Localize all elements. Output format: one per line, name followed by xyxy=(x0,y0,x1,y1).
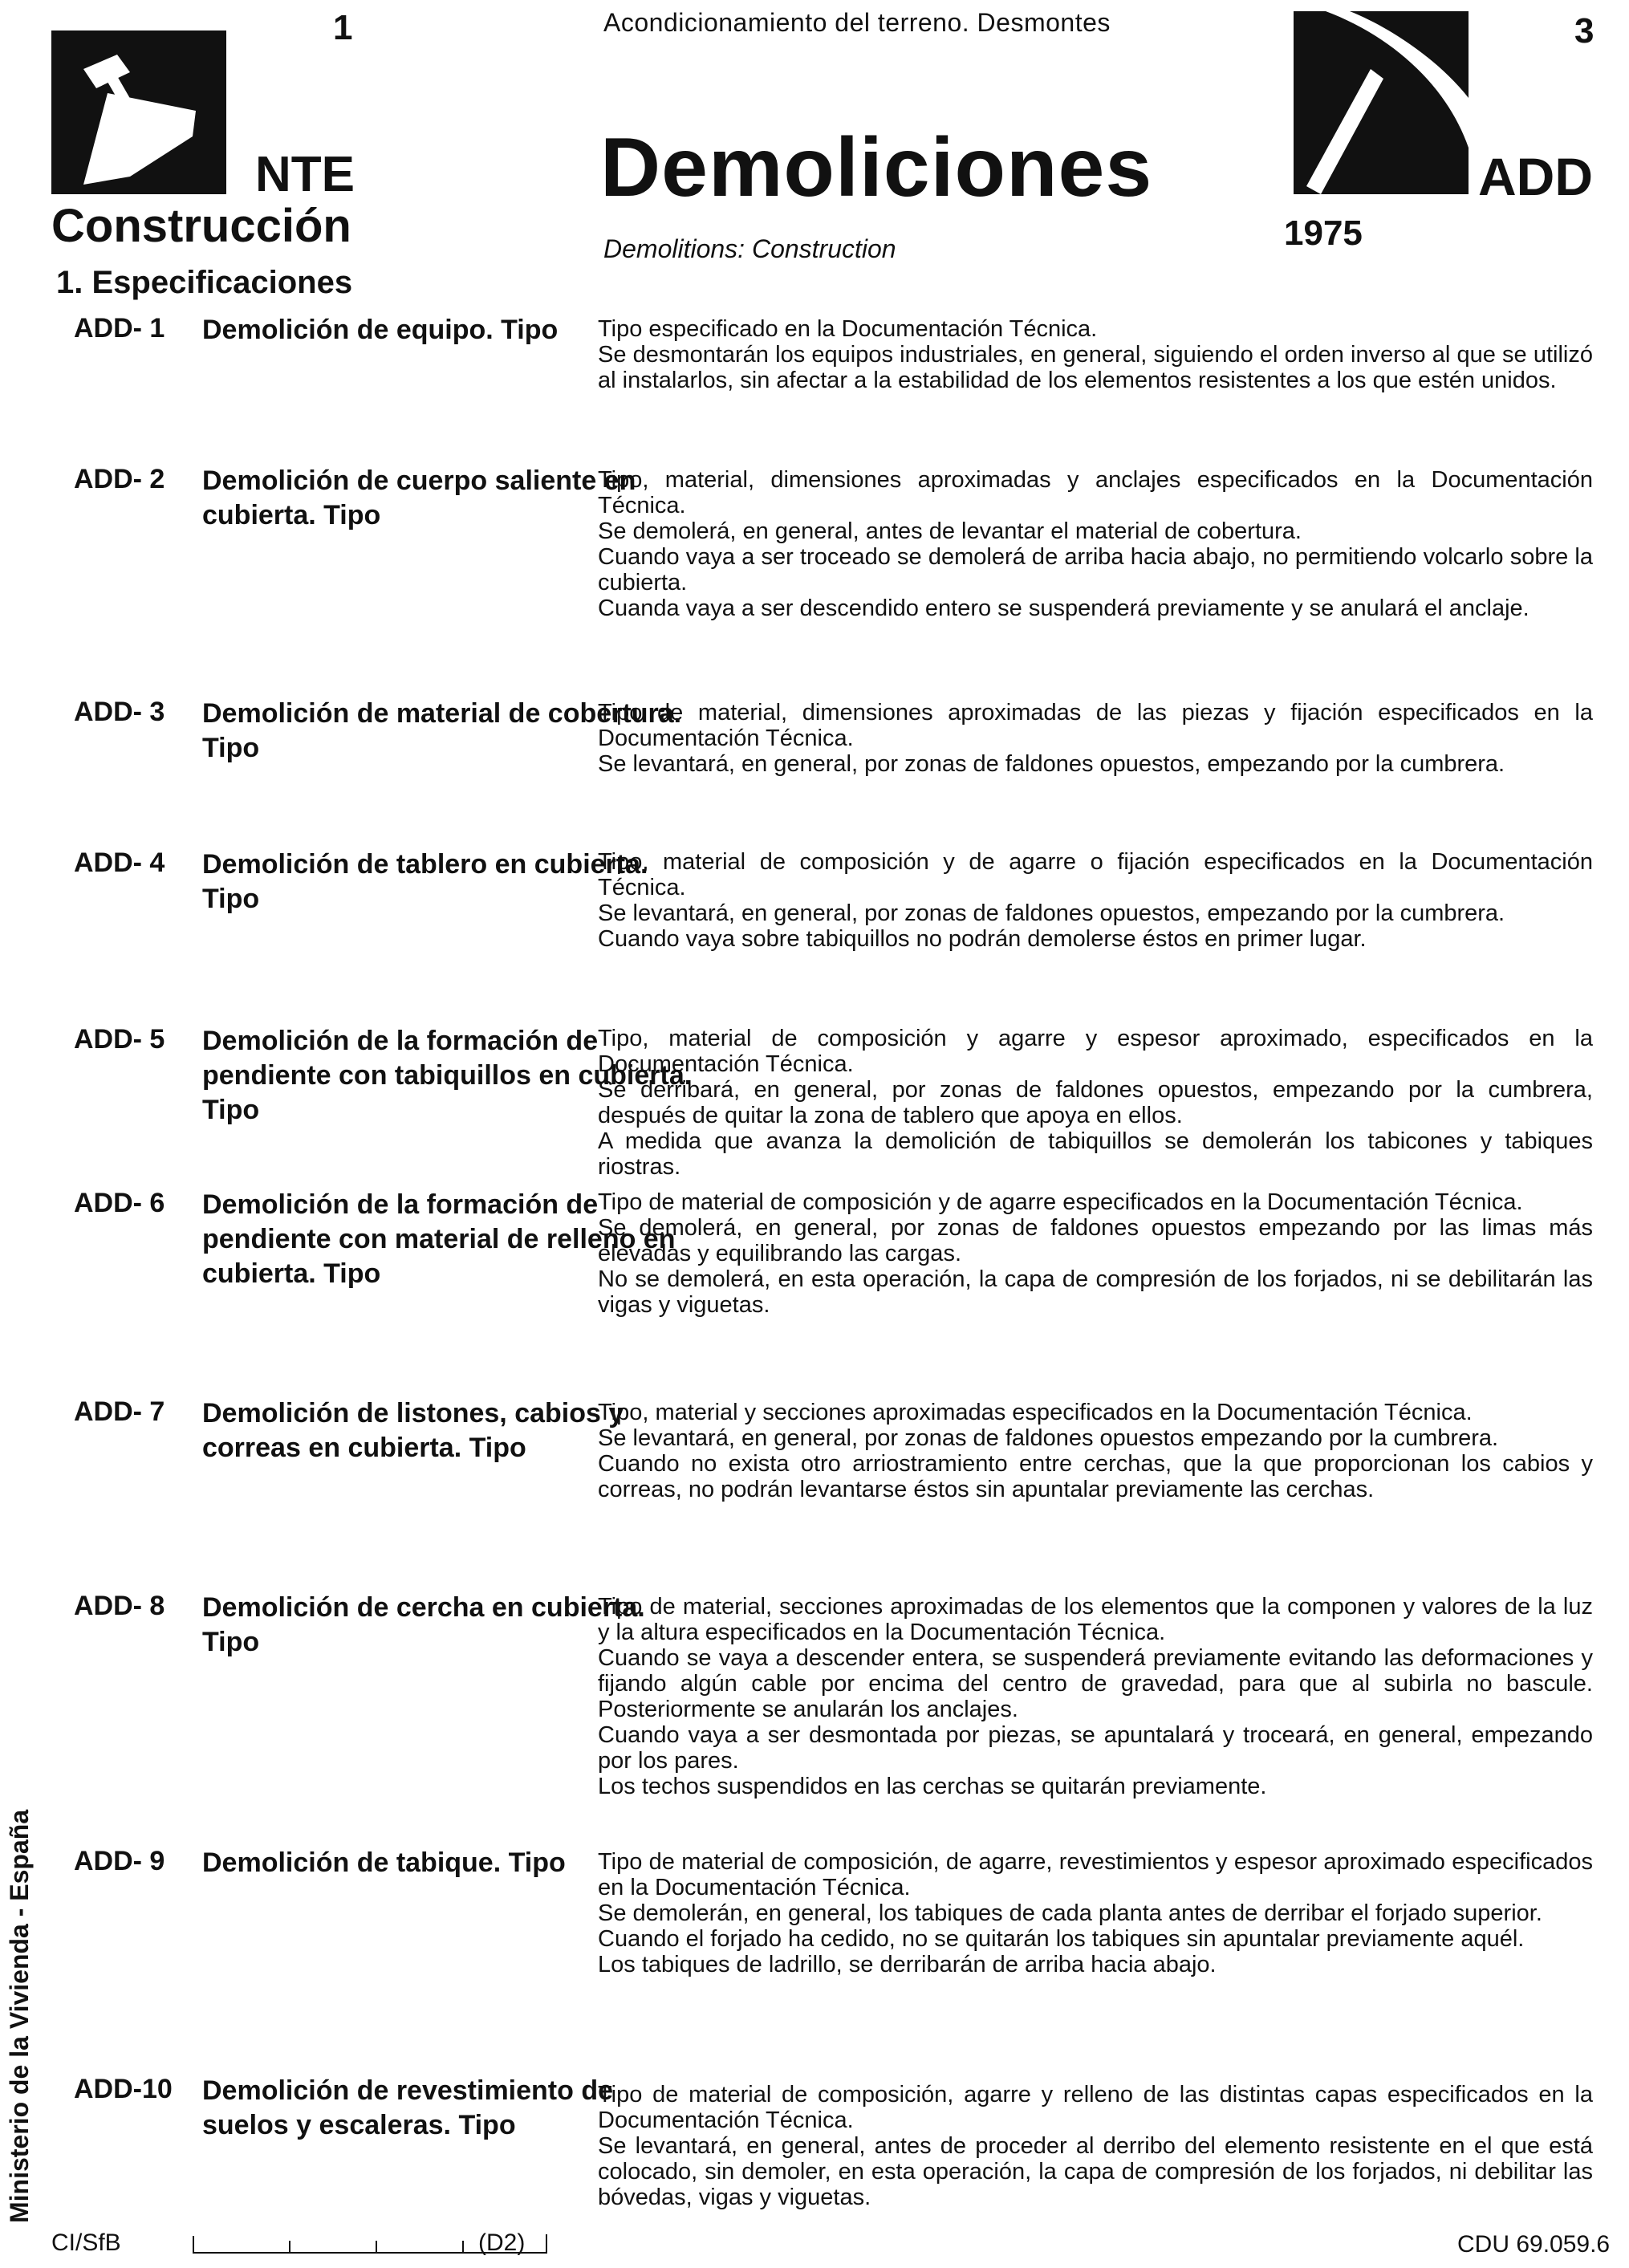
spec-line: Se levantará, en general, por zonas de faldones opuestos, empezando por la cumbrera. xyxy=(598,751,1505,777)
spec-name: Demolición de listones, cabios y correas en cubierta. Tipo xyxy=(202,1398,624,1463)
section-title: 1. Especificaciones xyxy=(56,265,353,300)
cdu-label: CDU 69.059.6 xyxy=(1457,2231,1611,2258)
trowel-icon xyxy=(51,30,226,194)
spec-line: Tipo de material de composición, agarre y relleno de las distintas capas especificados en la Documentación Técnica. xyxy=(598,2082,1593,2133)
spec-description xyxy=(598,467,1593,621)
spec-line: Se demolerá, en general, por zonas de faldones opuestos empezando por las limas más elevadas y equilibrando las cargas. xyxy=(598,1215,1593,1266)
spec-code: ADD- 5 xyxy=(74,1024,165,1055)
spec-code: ADD- 7 xyxy=(74,1396,165,1427)
series-title: Acondicionamiento del terreno. Desmontes xyxy=(603,8,1111,37)
spec-description xyxy=(598,2082,1593,2210)
pickaxe-logo xyxy=(1294,11,1469,194)
spec-code: ADD- 8 xyxy=(74,1591,165,1621)
spec-name: Demolición de equipo. Tipo xyxy=(202,315,559,345)
code-label: ADD xyxy=(1478,147,1593,206)
spec-line: No se demolerá, en esta operación, la capa de compresión de los forjados, ni se debilitarán las vigas y viguetas. xyxy=(598,1266,1593,1318)
spec-line: Cuando vaya sobre tabiquillos no podrán demolerse éstos en primer lugar. xyxy=(598,926,1367,952)
spec-line: Se demolerán, en general, los tabiques de cada planta antes de derribar el forjado superior. xyxy=(598,1900,1542,1926)
spec-line: Cuanda vaya a ser descendido entero se suspenderá previamente y se anulará el anclaje. xyxy=(598,595,1529,621)
page-title: Demoliciones xyxy=(600,121,1153,214)
ministry-label: Ministerio de la Vivienda - España xyxy=(5,1809,34,2223)
spec-line: Se levantará, en general, por zonas de faldones opuestos empezando por la cumbrera. xyxy=(598,1425,1499,1451)
spec-line: Tipo de material, secciones aproximadas de los elementos que la componen y valores de la luz y la altura especificados en la Documentación Técnica. xyxy=(598,1594,1593,1645)
spec-name: Demolición de la formación de pendiente con material de relleno en cubierta. Tipo xyxy=(202,1189,676,1289)
spec-name: Demolición de material de cobertura. Tipo xyxy=(202,698,682,763)
year-label: 1975 xyxy=(1284,213,1363,253)
spec-code: ADD- 3 xyxy=(74,697,165,727)
pickaxe-icon xyxy=(1294,11,1469,194)
spec-code: ADD- 1 xyxy=(74,313,165,343)
spec-line: Cuando se vaya a descender entera, se suspenderá previamente evitando las deformaciones y fijando algún cable por encima del centro de gravedad, para que al subirla no bascule. Posteriormente se anularán los anclajes. xyxy=(598,1645,1593,1722)
spec-code: ADD-10 xyxy=(74,2074,173,2104)
spec-line: Cuando el forjado ha cedido, no se quitarán los tabiques sin apuntalar previamente aquél. xyxy=(598,1926,1525,1952)
spec-name: Demolición de revestimiento de suelos y escaleras. Tipo xyxy=(202,2075,614,2140)
spec-description xyxy=(598,1849,1593,1977)
spec-line: Se derribará, en general, por zonas de faldones opuestos, empezando por la cumbrera, después de quitar la zona de tablero que apoya en ellos. xyxy=(598,1077,1593,1128)
spec-line: Se levantará, en general, por zonas de faldones opuestos, empezando por la cumbrera. xyxy=(598,900,1505,926)
spec-line: Tipo, material de composición y de agarre o fijación especificados en la Documentación Técnica. xyxy=(598,849,1593,900)
spec-name: Demolición de tabique. Tipo xyxy=(202,1847,566,1878)
d2-label: (D2) xyxy=(478,2229,526,2256)
spec-line: Tipo, material, dimensiones aproximadas y anclajes especificados en la Documentación Técnica. xyxy=(598,467,1593,518)
spec-line: Los tabiques de ladrillo, se derribarán de arriba hacia abajo. xyxy=(598,1952,1217,1977)
construccion-label: Construcción xyxy=(51,200,351,252)
spec-name: Demolición de tablero en cubierta. Tipo xyxy=(202,849,648,914)
spec-code: ADD- 2 xyxy=(74,464,165,494)
spec-code: ADD- 9 xyxy=(74,1846,165,1876)
spec-code: ADD- 6 xyxy=(74,1188,165,1218)
page-number-right: 3 xyxy=(1574,11,1594,51)
spec-line: A medida que avanza la demolición de tabiquillos se demolerán los tabicones y tabiques riostras. xyxy=(598,1128,1593,1180)
spec-line: Tipo, material de composición y agarre y espesor aproximado, especificados en la Documentación Técnica. xyxy=(598,1026,1593,1077)
spec-description xyxy=(598,1594,1593,1799)
spec-line: Cuando no exista otro arriostramiento entre cerchas, que la que proporcionan los cabios y correas, no podrán levantarse éstos sin apuntalar previamente las cerchas. xyxy=(598,1451,1593,1502)
spec-line: Se desmontarán los equipos industriales, en general, siguiendo el orden inverso al que se utilizó al instalarlos, sin afectar a la estabilidad de los elementos resistentes a los que estén unidos. xyxy=(598,342,1593,393)
spec-description xyxy=(598,1026,1593,1180)
spec-code: ADD- 4 xyxy=(74,847,165,878)
spec-line: Tipo de material, dimensiones aproximadas de las piezas y fijación especificados en la Documentación Técnica. xyxy=(598,700,1593,751)
spec-line: Los techos suspendidos en las cerchas se quitarán previamente. xyxy=(598,1774,1267,1799)
spec-line: Tipo de material de composición, de agarre, revestimientos y espesor aproximado especificados en la Documentación Técnica. xyxy=(598,1849,1593,1900)
cisfb-label: CI/SfB xyxy=(51,2229,121,2256)
nte-label: NTE xyxy=(255,147,355,202)
page-number-left: 1 xyxy=(333,8,353,47)
spec-line: Tipo de material de composición y de agarre especificados en la Documentación Técnica. xyxy=(598,1189,1523,1215)
trowel-logo xyxy=(51,30,226,194)
spec-line: Se demolerá, en general, antes de levantar el material de cobertura. xyxy=(598,518,1302,544)
spec-name: Demolición de la formación de pendiente con tabiquillos en cubierta. Tipo xyxy=(202,1026,693,1125)
spec-description xyxy=(598,849,1593,952)
page-subtitle: Demolitions: Construction xyxy=(603,234,896,263)
spec-line: Tipo especificado en la Documentación Técnica. xyxy=(598,316,1098,342)
spec-line: Cuando vaya a ser desmontada por piezas, se apuntalará y troceará, en general, empezando por los pares. xyxy=(598,1722,1593,1774)
spec-description xyxy=(598,1189,1593,1318)
spec-line: Se levantará, en general, antes de proceder al derribo del elemento resistente en el que está colocado, sin demoler, en esta operación, la capa de compresión de los forjados, ni debilitar las bóvedas, vigas y viguetas. xyxy=(598,2133,1593,2210)
spec-line: Tipo, material y secciones aproximadas especificados en la Documentación Técnica. xyxy=(598,1400,1473,1425)
spec-description xyxy=(598,316,1593,393)
spec-description xyxy=(598,700,1593,777)
spec-name: Demolición de cuerpo saliente en cubierta. Tipo xyxy=(202,465,636,530)
spec-name: Demolición de cercha en cubierta. Tipo xyxy=(202,1592,645,1657)
spec-description xyxy=(598,1400,1593,1502)
spec-line: Cuando vaya a ser troceado se demolerá de arriba hacia abajo, no permitiendo volcarlo sobre la cubierta. xyxy=(598,544,1593,595)
